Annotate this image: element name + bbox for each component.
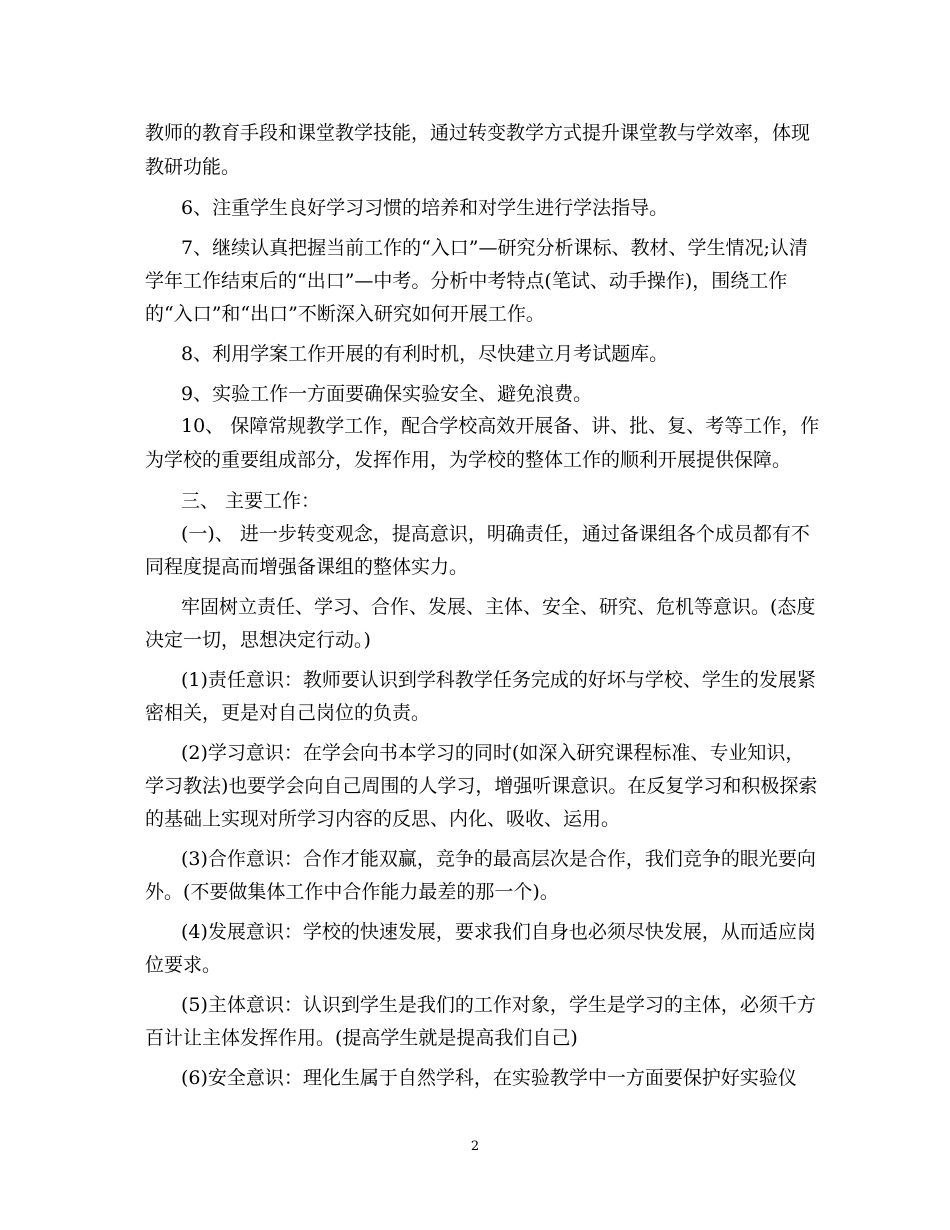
text-line: 学习教法)也要学会向自己周围的人学习，增强听课意识。在反复学习和积极探索 [145, 775, 818, 797]
text-line: 教研功能。 [145, 156, 241, 178]
text-line: 百计让主体发挥作用。(提高学生就是提高我们自己) [145, 1027, 578, 1049]
text-line: 学年工作结束后的“出口”—中考。分析中考特点(笔试、动手操作)，围绕工作 [145, 270, 788, 292]
text-line: 6、注重学生良好学习习惯的培养和对学生进行学法指导。 [181, 197, 669, 219]
text-line: 9、实验工作一方面要确保实验安全、避免浪费。 [181, 383, 593, 405]
text-line: (一)、 进一步转变观念，提高意识，明确责任，通过备课组各个成员都有不 [181, 523, 810, 545]
text-line: 外。(不要做集体工作中合作能力最差的那一个)。 [145, 881, 559, 903]
text-line: 10、 保障常规教学工作，配合学校高效开展备、讲、批、复、考等工作，作 [181, 415, 820, 437]
page-number: 2 [470, 1139, 480, 1154]
text-line: 牢固树立责任、学习、合作、发展、主体、安全、研究、危机等意识。(态度 [181, 596, 816, 618]
text-line: (1)责任意识：教师要认识到学科教学任务完成的好坏与学校、学生的发展紧 [181, 669, 816, 691]
text-line: (5)主体意识：认识到学生是我们的工作对象，学生是学习的主体，必须千方 [181, 994, 816, 1016]
text-line: (6)安全意识：理化生属于自然学科，在实验教学中一方面要保护好实验仪 [181, 1067, 797, 1089]
text-line: 为学校的重要组成部分，发挥作用，为学校的整体工作的顺利开展提供保障。 [145, 449, 792, 471]
text-line: 8、利用学案工作开展的有利时机，尽快建立月考试题库。 [181, 343, 669, 365]
text-line: 密相关，更是对自己岗位的负责。 [145, 702, 431, 724]
text-line: 的“入口”和“出口”不断深入研究如何开展工作。 [145, 303, 545, 325]
section-heading: 三、 主要工作： [181, 490, 321, 512]
text-line: (3)合作意识：合作才能双赢，竞争的最高层次是合作，我们竞争的眼光要向 [181, 848, 816, 870]
text-line: 决定一切，思想决定行动。) [145, 629, 371, 651]
text-line: 的基础上实现对所学习内容的反思、内化、吸收、运用。 [145, 808, 621, 830]
text-line: 教师的教育手段和课堂教学技能，通过转变教学方式提升课堂教与学效率，体现 [145, 122, 811, 144]
text-line: 7、继续认真把握当前工作的“入口”—研究分析课标、教材、学生情况;认清 [181, 237, 808, 259]
text-line: 同程度提高而增强备课组的整体实力。 [145, 556, 469, 578]
text-line: (2)学习意识：在学会向书本学习的同时(如深入研究课程标准、专业知识， [181, 742, 805, 764]
text-line: (4)发展意识：学校的快速发展，要求我们自身也必须尽快发展，从而适应岗 [181, 921, 816, 943]
text-line: 位要求。 [145, 954, 222, 976]
